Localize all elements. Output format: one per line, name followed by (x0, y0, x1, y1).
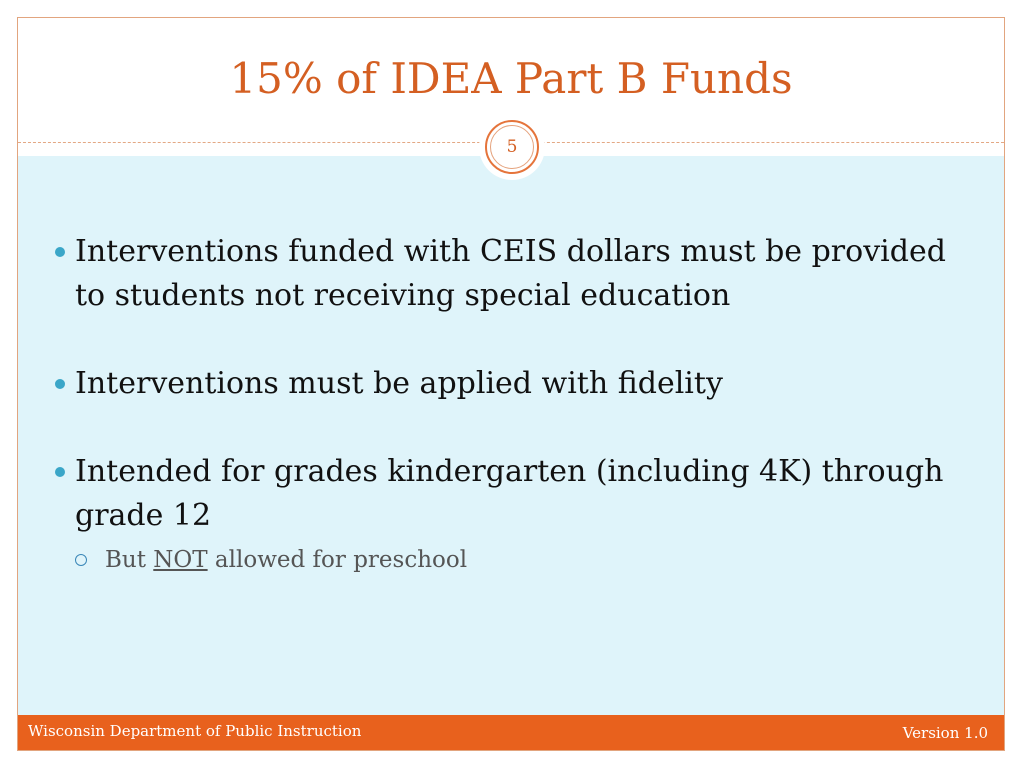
bullet-text: Interventions funded with CEIS dollars must be provided to students not receiving special education (75, 234, 946, 313)
page-number: 5 (490, 125, 534, 169)
footer-version: Version 1.0 (902, 724, 988, 742)
sub-bullet-prefix: But (105, 547, 154, 573)
bullet-item (55, 230, 975, 318)
sub-bullet-suffix: allowed for preschool (207, 547, 468, 573)
bullet-text: Intended for grades kindergarten (including 4K) through grade 12 (75, 454, 944, 533)
footer-bar (18, 715, 1004, 751)
bullet-item (55, 362, 975, 406)
bullet-dot-icon (55, 379, 65, 389)
bullet-list (55, 230, 975, 576)
sub-bullet-emphasis: NOT (153, 547, 208, 573)
bullet-text: Interventions must be applied with fidelity (75, 366, 723, 401)
page-number-ring (485, 120, 539, 174)
hollow-circle-bullet-icon (75, 554, 87, 566)
page-number-badge (479, 114, 545, 180)
bullet-dot-icon (55, 247, 65, 257)
sub-bullet-item (75, 544, 975, 576)
slide-title: 15% of IDEA Part B Funds (229, 54, 793, 103)
bullet-dot-icon (55, 467, 65, 477)
footer-organization: Wisconsin Department of Public Instruction (28, 722, 362, 740)
slide-frame (17, 17, 1005, 751)
bullet-item (55, 450, 975, 576)
